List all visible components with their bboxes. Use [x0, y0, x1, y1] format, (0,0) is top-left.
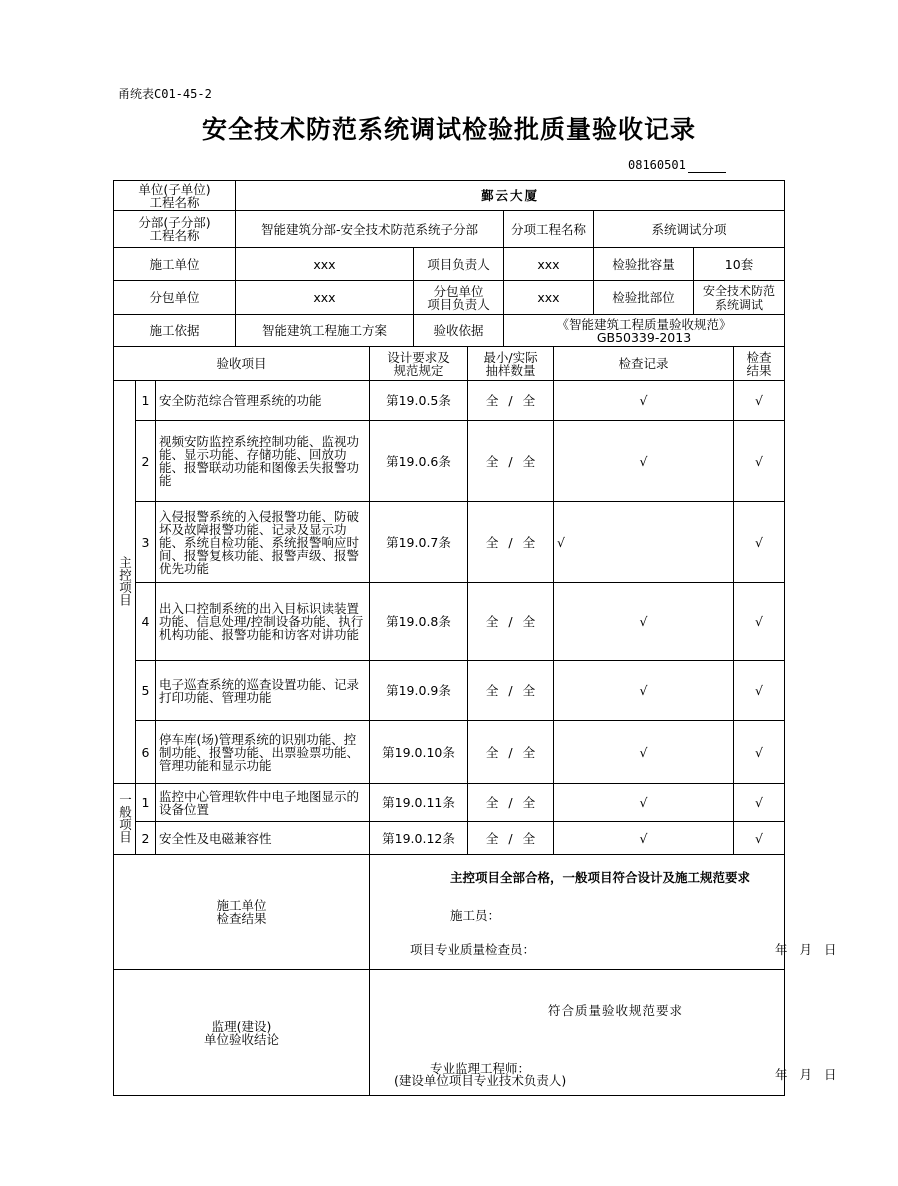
unit-value: 鄞云大厦 [236, 181, 785, 211]
supervisor-check-row [114, 970, 785, 1096]
item-record: √ [554, 502, 734, 583]
document-number-underline [688, 172, 726, 173]
supervisor-check-body [370, 970, 837, 1096]
item-sample: 全 / 全 [468, 583, 554, 661]
form-code: 甬统表C01-45-2 [118, 87, 212, 101]
item-record: √ [554, 661, 734, 721]
item-clause: 第19.0.8条 [370, 583, 468, 661]
item-clause: 第19.0.11条 [370, 784, 468, 822]
item-no: 1 [136, 381, 156, 421]
item-desc: 监控中心管理软件中电子地图显示的设备位置 [156, 784, 370, 822]
supervisor-date: 年 月 日 [775, 1067, 837, 1082]
col-header-result [734, 347, 785, 381]
table-row [114, 421, 785, 502]
table-row [114, 661, 785, 721]
table-row [114, 381, 785, 421]
table-row [114, 721, 785, 784]
item-no: 2 [136, 822, 156, 855]
col-header-result-text: 检查 结果 [746, 349, 772, 378]
item-sample: 全 / 全 [468, 721, 554, 784]
item-clause: 第19.0.9条 [370, 661, 468, 721]
main-group-label-text: 主控项目 [117, 556, 133, 606]
contractor-check-row [114, 855, 785, 970]
general-group-label-text: 一般项目 [117, 793, 133, 843]
contractor-value: xxx [236, 248, 414, 281]
item-result: √ [734, 822, 785, 855]
supervisor-check-label [114, 970, 370, 1096]
item-desc: 视频安防监控系统控制功能、监视功能、显示功能、存储功能、回放功能、报警联动功能和图像丢失报警功能 [156, 421, 370, 502]
division-label-text: 分部(子分部) 工程名称 [138, 215, 211, 243]
location-label: 检验批部位 [594, 281, 694, 315]
item-record: √ [554, 784, 734, 822]
item-record: √ [554, 721, 734, 784]
sub-pm-value: xxx [504, 281, 594, 315]
table-row [114, 784, 785, 822]
division-value: 智能建筑分部-安全技术防范系统子分部 [236, 211, 504, 248]
supervisor-conclusion: 符合质量验收规范要求 [548, 1003, 684, 1018]
pm-value: xxx [504, 248, 594, 281]
col-header-item: 验收项目 [114, 347, 370, 381]
acceptance-basis-value [504, 315, 785, 347]
table-row [114, 502, 785, 583]
item-record: √ [554, 381, 734, 421]
main-group-label [114, 381, 136, 784]
contractor-conclusion: 主控项目全部合格，一般项目符合设计及施工规范要求 [450, 870, 751, 885]
item-no: 6 [136, 721, 156, 784]
page-title: 安全技术防范系统调试检验批质量验收记录 [201, 115, 696, 144]
location-value [694, 281, 785, 315]
unit-label [114, 181, 236, 211]
item-clause: 第19.0.12条 [370, 822, 468, 855]
capacity-label: 检验批容量 [594, 248, 694, 281]
item-sample: 全 / 全 [468, 421, 554, 502]
item-desc: 停车库(场)管理系统的识别功能、控制功能、报警功能、出票验票功能、管理功能和显示功能 [156, 721, 370, 784]
location-value-text: 安全技术防范 系统调试 [702, 283, 775, 312]
supervisor-check-label-text: 监理(建设) 单位验收结论 [203, 1018, 279, 1047]
col-header-design-text: 设计要求及 规范规定 [387, 349, 450, 378]
item-sample: 全 / 全 [468, 784, 554, 822]
inspector-label: 项目专业质量检查员： [410, 942, 536, 957]
contractor-date: 年 月 日 [775, 942, 837, 957]
acceptance-basis-value-text: 《智能建筑工程质量验收规范》 GB50339-2013 [556, 316, 732, 345]
basis-label: 施工依据 [114, 315, 236, 347]
item-record: √ [554, 822, 734, 855]
item-sample: 全 / 全 [468, 661, 554, 721]
table-row [114, 583, 785, 661]
subcontractor-value: xxx [236, 281, 414, 315]
item-clause: 第19.0.6条 [370, 421, 468, 502]
item-result: √ [734, 421, 785, 502]
contractor-check-label-text: 施工单位 检查结果 [216, 898, 267, 926]
unit-label-text: 单位(子单位) 工程名称 [138, 181, 211, 210]
item-no: 2 [136, 421, 156, 502]
sub-pm-label [414, 281, 504, 315]
item-clause: 第19.0.7条 [370, 502, 468, 583]
contractor-check-body [370, 855, 837, 970]
general-group-label [114, 784, 136, 855]
item-no: 5 [136, 661, 156, 721]
subitem-label: 分项工程名称 [504, 211, 594, 248]
subitem-value: 系统调试分项 [594, 211, 785, 248]
item-no: 4 [136, 583, 156, 661]
contractor-label: 施工单位 [114, 248, 236, 281]
item-result: √ [734, 583, 785, 661]
item-record: √ [554, 421, 734, 502]
capacity-value: 10套 [694, 248, 785, 281]
engineer-label: 专业监理工程师： [430, 1061, 531, 1076]
item-sample: 全 / 全 [468, 822, 554, 855]
subcontractor-label: 分包单位 [114, 281, 236, 315]
item-result: √ [734, 661, 785, 721]
basis-value: 智能建筑工程施工方案 [236, 315, 414, 347]
engineer-sub-label: (建设单位项目专业技术负责人) [394, 1073, 567, 1088]
item-sample: 全 / 全 [468, 502, 554, 583]
item-desc: 出入口控制系统的出入目标识读装置功能、信息处理/控制设备功能、执行机构功能、报警功能和访客对讲功能 [156, 583, 370, 661]
item-result: √ [734, 721, 785, 784]
col-header-sample [468, 347, 554, 381]
item-no: 3 [136, 502, 156, 583]
col-header-sample-text: 最小/实际 抽样数量 [483, 349, 538, 378]
acceptance-record-table [113, 180, 837, 1096]
item-result: √ [734, 502, 785, 583]
item-desc: 安全防范综合管理系统的功能 [156, 381, 370, 421]
col-header-design [370, 347, 468, 381]
item-clause: 第19.0.10条 [370, 721, 468, 784]
item-clause: 第19.0.5条 [370, 381, 468, 421]
col-header-record: 检查记录 [554, 347, 734, 381]
item-desc: 电子巡查系统的巡查设置功能、记录打印功能、管理功能 [156, 661, 370, 721]
item-sample: 全 / 全 [468, 381, 554, 421]
table-row [114, 822, 785, 855]
division-label [114, 211, 236, 248]
pm-label: 项目负责人 [414, 248, 504, 281]
item-record: √ [554, 583, 734, 661]
acceptance-basis-label: 验收依据 [414, 315, 504, 347]
contractor-check-label [114, 855, 370, 970]
item-desc: 安全性及电磁兼容性 [156, 822, 370, 855]
worker-label: 施工员： [450, 908, 501, 923]
item-no: 1 [136, 784, 156, 822]
item-result: √ [734, 784, 785, 822]
sub-pm-label-text: 分包单位 项目负责人 [427, 283, 490, 312]
item-desc: 入侵报警系统的入侵报警功能、防破坏及故障报警功能、记录及显示功能、系统自检功能、系统报警响应时间、报警复核功能、报警声级、报警优先功能 [156, 502, 370, 583]
item-result: √ [734, 381, 785, 421]
document-number: 08160501 [628, 158, 686, 172]
